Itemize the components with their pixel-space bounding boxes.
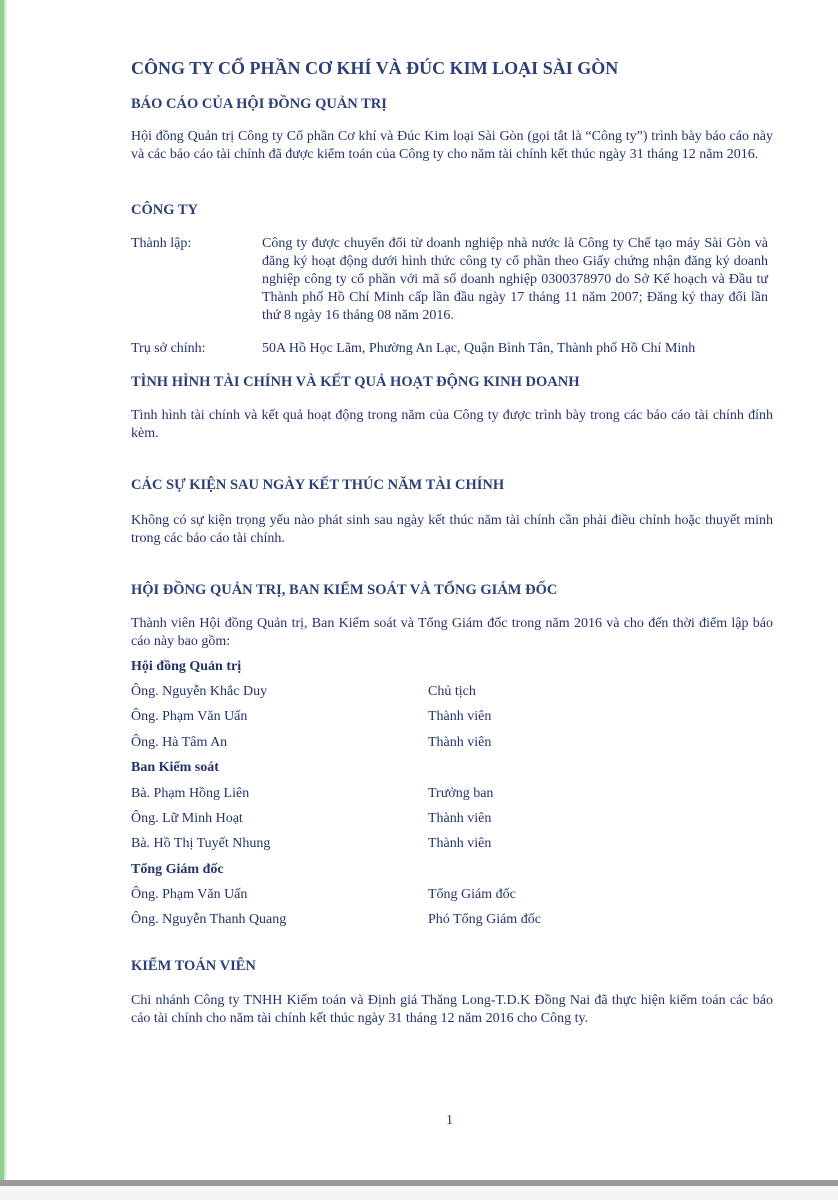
company-name: CÔNG TY CỔ PHẦN CƠ KHÍ VÀ ĐÚC KIM LOẠI SÀI GÒN <box>131 58 619 78</box>
scan-left-edge-shade <box>4 0 6 1182</box>
member-role: Tổng Giám đốc <box>428 887 516 902</box>
member-name: Ông. Phạm Văn Uấn <box>131 887 248 902</box>
member-role: Phó Tổng Giám đốc <box>428 912 541 927</box>
scan-bottom-margin <box>0 1186 838 1200</box>
established-label: Thành lập: <box>131 236 192 251</box>
section-heading-events: CÁC SỰ KIỆN SAU NGÀY KẾT THÚC NĂM TÀI CHÍNH <box>131 477 505 493</box>
section-heading-board: HỘI ĐỒNG QUẢN TRỊ, BAN KIỂM SOÁT VÀ TỔNG GIÁM ĐỐC <box>131 582 558 598</box>
gd-subheading: Tổng Giám đốc <box>131 862 224 877</box>
board-paragraph: Thành viên Hội đồng Quản trị, Ban Kiểm soát và Tổng Giám đốc trong năm 2016 và cho đến thời điểm lập báo cáo này bao gồm: <box>131 616 773 649</box>
member-role: Chủ tịch <box>428 684 476 699</box>
supervisory-subheading: Ban Kiểm soát <box>131 760 219 775</box>
member-role: Thành viên <box>428 836 492 851</box>
member-role: Trưởng ban <box>428 786 494 801</box>
page-number: 1 <box>446 1113 453 1128</box>
established-text: Công ty được chuyển đổi từ doanh nghiệp nhà nước là Công ty Chế tạo máy Sài Gòn và đăng ký hoạt động dưới hình thức công ty cổ phần theo Giấy chứng nhận đăng ký doanh nghiệp công ty cổ phần với mã số doanh nghiệp 0300378970 do Sở Kế hoạch và Đầu tư Thành phố Hồ Chí Minh cấp lần đầu ngày 17 tháng 11 năm 2007; Đăng ký thay đổi lần thứ 8 ngày 16 tháng 08 năm 2016. <box>262 236 768 323</box>
hq-label: Trụ sở chính: <box>131 341 206 356</box>
section-heading-auditor: KIỂM TOÁN VIÊN <box>131 958 256 974</box>
section-heading-finance: TÌNH HÌNH TÀI CHÍNH VÀ KẾT QUẢ HOẠT ĐỘNG KINH DOANH <box>131 374 580 390</box>
report-title: BÁO CÁO CỦA HỘI ĐỒNG QUẢN TRỊ <box>131 96 387 112</box>
member-name: Ông. Phạm Văn Uấn <box>131 709 248 724</box>
finance-paragraph: Tình hình tài chính và kết quả hoạt động trong năm của Công ty được trình bày trong các báo cáo tài chính đính kèm. <box>131 408 773 441</box>
member-name: Ông. Lữ Minh Hoạt <box>131 811 243 826</box>
section-heading-company: CÔNG TY <box>131 202 199 218</box>
member-name: Bà. Hồ Thị Tuyết Nhung <box>131 836 271 851</box>
events-paragraph: Không có sự kiện trọng yếu nào phát sinh sau ngày kết thúc năm tài chính cần phải điều chỉnh hoặc thuyết minh trong các báo cáo tài chính. <box>131 513 773 546</box>
member-name: Bà. Phạm Hồng Liên <box>131 786 250 801</box>
hq-text: 50A Hồ Học Lãm, Phường An Lạc, Quận Bình Tân, Thành phố Hồ Chí Minh <box>262 341 696 356</box>
member-name: Ông. Nguyễn Khắc Duy <box>131 684 268 699</box>
board-subheading: Hội đồng Quản trị <box>131 659 242 674</box>
member-role: Thành viên <box>428 811 492 826</box>
intro-paragraph: Hội đồng Quản trị Công ty Cổ phần Cơ khí và Đúc Kim loại Sài Gòn (gọi tắt là “Công ty”) trình bày báo cáo này và các báo cáo tài chính đã được kiểm toán của Công ty cho năm tài chính kết thúc ngày 31 tháng 12 năm 2016. <box>131 129 773 162</box>
auditor-paragraph: Chi nhánh Công ty TNHH Kiểm toán và Định giá Thăng Long-T.D.K Đồng Nai đã thực hiện kiểm toán các báo cáo tài chính cho năm tài chính kết thúc ngày 31 tháng 12 năm 2016 cho Công ty. <box>131 993 773 1026</box>
member-name: Ông. Hà Tâm An <box>131 735 228 750</box>
member-name: Ông. Nguyễn Thanh Quang <box>131 912 287 927</box>
member-role: Thành viên <box>428 735 492 750</box>
member-role: Thành viên <box>428 709 492 724</box>
